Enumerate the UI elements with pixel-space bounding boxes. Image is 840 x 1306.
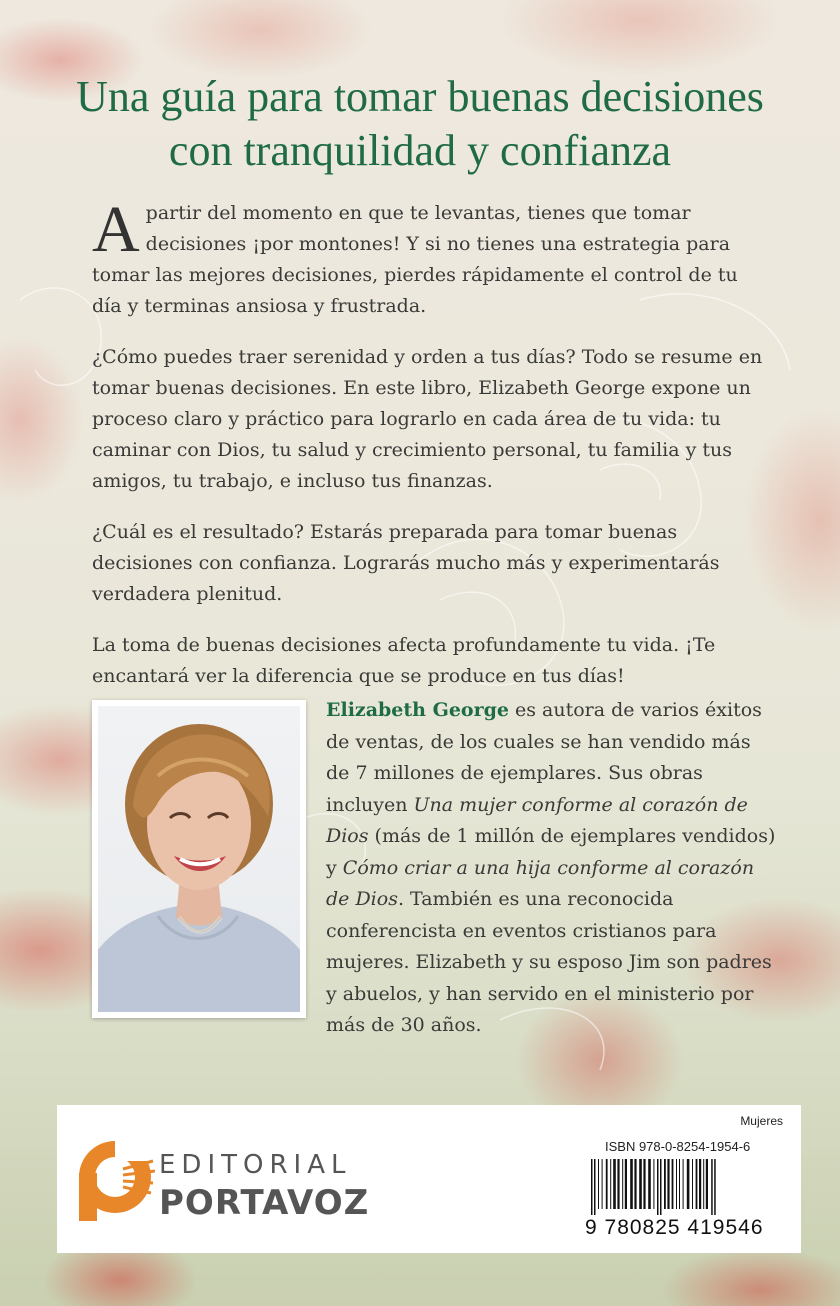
author-photo-frame xyxy=(92,700,306,1018)
barcode-bar xyxy=(676,1159,677,1209)
publisher-panel xyxy=(57,1105,801,1253)
author-bio xyxy=(326,695,776,1042)
bio-text-3: . También es una reconocida conferencista en eventos cristianos para mujeres. Elizabeth y su esposo Jim son padres y abuelos, y han servido en el ministerio por más de 30 años. xyxy=(326,888,772,1036)
barcode-bar xyxy=(714,1159,716,1215)
barcode-bar xyxy=(703,1159,704,1209)
barcode-bar xyxy=(683,1159,684,1209)
barcode-bar xyxy=(711,1159,713,1215)
book-title-1: Una mujer conforme al corazón de Dios xyxy=(326,793,748,847)
barcode-bar xyxy=(664,1159,666,1209)
barcode-bar xyxy=(598,1159,599,1209)
barcode-number: 9 780825 419546 xyxy=(585,1216,764,1239)
isbn-label: ISBN 978-0-8254-1954-6 xyxy=(605,1139,751,1154)
barcode-bar xyxy=(679,1159,680,1209)
bio-text-2: (más de 1 millón de ejemplares vendidos) y xyxy=(326,825,776,879)
paragraph-1 xyxy=(92,193,772,322)
barcode-bar xyxy=(594,1159,596,1215)
bio-text-1: es autora de varios éxitos de ventas, de los cuales se han vendido más de 7 millones de ejemplares. Sus obras incluyen xyxy=(326,699,762,816)
category-label: Mujeres xyxy=(740,1114,783,1128)
barcode-bar xyxy=(606,1159,608,1209)
description-text xyxy=(92,193,772,712)
barcode-bar xyxy=(622,1159,623,1209)
paragraph-4: La toma de buenas decisiones afecta profundamente tu vida. ¡Te encantará ver la diferencia que se produce en tus días! xyxy=(92,634,716,687)
barcode-bar xyxy=(630,1159,633,1209)
portavoz-logo-icon xyxy=(77,1133,155,1223)
paragraph-3: ¿Cuál es el resultado? Estarás preparada para tomar buenas decisiones con confianza. Lograrás mucho más y experimentarás verdadera plenitud. xyxy=(92,521,720,605)
headline-line-1: Una guía para tomar buenas decisiones xyxy=(76,72,764,121)
barcode-bar xyxy=(639,1159,642,1209)
publisher-name-line-1: EDITORIAL xyxy=(159,1150,352,1180)
paragraph-1-text: partir del momento en que te levantas, tienes que tomar decisiones ¡por montones! Y si no tienes una estrategia para tomar las mejores decisiones, pierdes rápidamente el control de tu día y terminas ansiosa y frustrada. xyxy=(92,202,738,317)
barcode-bar xyxy=(625,1159,627,1209)
book-title-2: Cómo criar a una hija conforme al corazón de Dios xyxy=(326,856,755,910)
barcode-bar xyxy=(613,1159,616,1209)
barcode xyxy=(587,1159,783,1215)
headline-line-2: con tranquilidad y confianza xyxy=(168,126,672,175)
author-photo xyxy=(98,706,300,1012)
author-name: Elizabeth George xyxy=(326,699,509,721)
barcode-bar xyxy=(648,1159,651,1209)
barcode-bar xyxy=(667,1159,669,1209)
barcode-bar xyxy=(653,1159,654,1209)
barcode-bar xyxy=(660,1159,662,1215)
barcode-bar xyxy=(672,1159,674,1209)
barcode-bar xyxy=(696,1159,698,1209)
barcode-bar xyxy=(706,1159,708,1209)
drop-cap: A xyxy=(92,193,140,266)
paragraph-2: ¿Cómo puedes traer serenidad y orden a tus días? Todo se resume en tomar buenas decisiones. En este libro, Elizabeth George expone un proceso claro y práctico para lograrlo en cada área de tu vida: tu caminar con Dios, tu salud y crecimiento personal, tu familia y tus amigos, tu trabajo, e incluso tus finanzas. xyxy=(92,346,763,492)
barcode-bar xyxy=(692,1159,693,1209)
barcode-bar xyxy=(687,1159,690,1209)
headline xyxy=(40,70,800,178)
barcode-bar xyxy=(643,1159,645,1209)
barcode-bar xyxy=(699,1159,701,1209)
publisher-name-line-2: PORTAVOZ xyxy=(159,1183,370,1223)
barcode-bar xyxy=(634,1159,636,1209)
barcode-bar xyxy=(657,1159,659,1215)
barcode-bar xyxy=(602,1159,603,1209)
barcode-bar xyxy=(610,1159,611,1209)
barcode-bar xyxy=(591,1159,593,1215)
barcode-bar xyxy=(617,1159,619,1209)
